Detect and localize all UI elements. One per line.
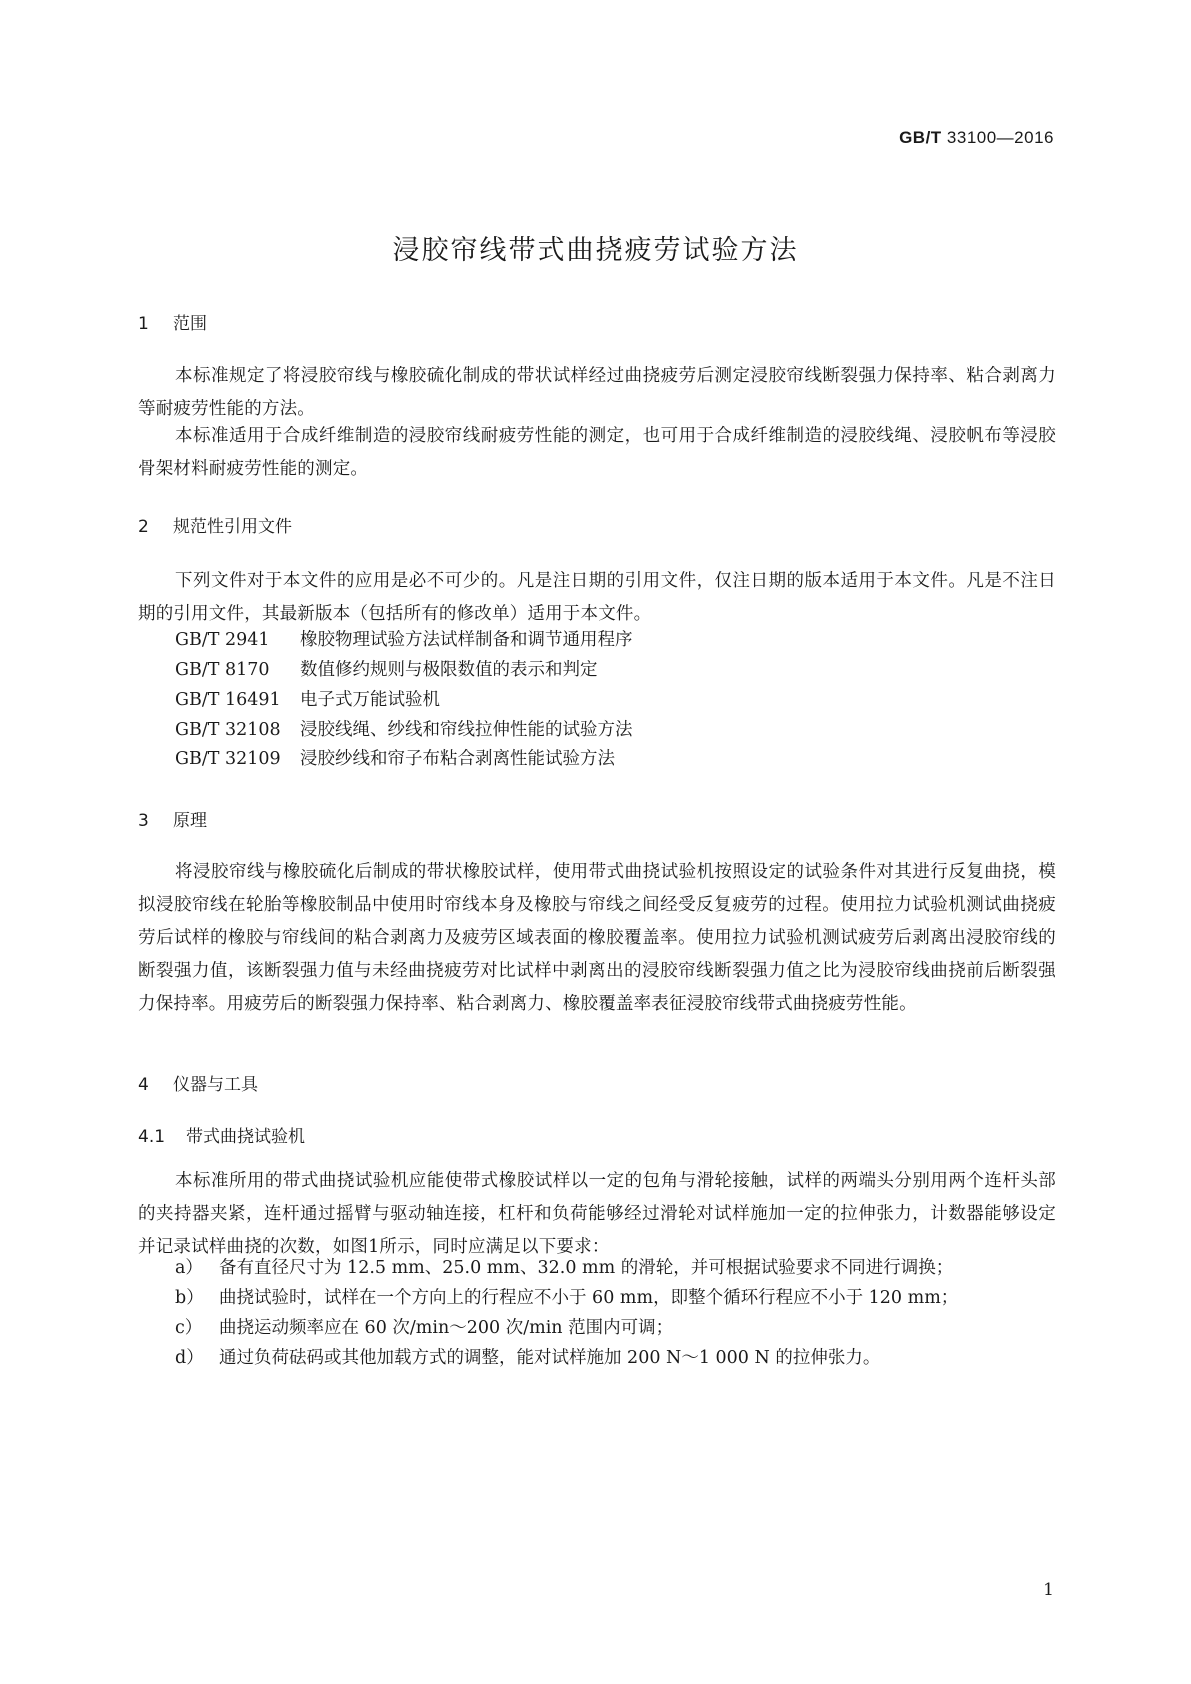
- reference-item: GB/T 2941 橡胶物理试验方法试样制备和调节通用程序: [175, 630, 633, 650]
- references-paragraph: 下列文件对于本文件的应用是必不可少的。凡是注日期的引用文件，仅注日期的版本适用于本文件。凡是不注日期的引用文件，其最新版本（包括所有的修改单）适用于本文件。: [138, 571, 1056, 624]
- apparatus-paragraph: 本标准所用的带式曲挠试验机应能使带式橡胶试样以一定的包角与滑轮接触，试样的两端头分别用两个连杆头部的夹持器夹紧，连杆通过摇臂与驱动轴连接，杠杆和负荷能够经过滑轮对试样施加一定的拉伸张力，计数器能够设定并记录试样曲挠的次数，如图1所示，同时应满足以下要求：: [138, 1171, 1056, 1257]
- subsection-heading-belt-flex-tester: 4.1 带式曲挠试验机: [138, 1127, 305, 1147]
- standard-prefix: GB/T: [899, 128, 942, 147]
- scope-paragraph-2: 本标准适用于合成纤维制造的浸胶帘线耐疲劳性能的测定，也可用于合成纤维制造的浸胶线绳、浸胶帆布等浸胶骨架材料耐疲劳性能的测定。: [138, 426, 1056, 479]
- requirement-item: c） 曲挠运动频率应在 60 次/min～200 次/min 范围内可调；: [175, 1318, 674, 1338]
- principle-paragraph: 将浸胶帘线与橡胶硫化后制成的带状橡胶试样，使用带式曲挠试验机按照设定的试验条件对其进行反复曲挠，模拟浸胶帘线在轮胎等橡胶制品中使用时帘线本身及橡胶与帘线之间经受反复疲劳的过程。使用拉力试验机测试曲挠疲劳后试样的橡胶与帘线间的粘合剥离力及疲劳区域表面的橡胶覆盖率。使用拉力试验机测试疲劳后剥离出浸胶帘线的断裂强力值，该断裂强力值与未经曲挠疲劳对比试样中剥离出的浸胶帘线断裂强力值之比为浸胶帘线曲挠前后断裂强力保持率。用疲劳后的断裂强力保持率、粘合剥离力、橡胶覆盖率表征浸胶帘线带式曲挠疲劳性能。: [138, 862, 1056, 1014]
- section-heading-principle: 3 原理: [138, 811, 207, 831]
- document-title: 浸胶帘线带式曲挠疲劳试验方法: [392, 235, 799, 266]
- requirement-item: d） 通过负荷砝码或其他加载方式的调整，能对试样施加 200 N～1 000 N 的拉伸张力。: [175, 1348, 881, 1368]
- section-heading-normative-references: 2 规范性引用文件: [138, 517, 292, 537]
- reference-item: GB/T 8170 数值修约规则与极限数值的表示和判定: [175, 660, 598, 680]
- reference-item: GB/T 16491 电子式万能试验机: [175, 690, 440, 710]
- section-heading-apparatus: 4 仪器与工具: [138, 1075, 258, 1095]
- reference-item: GB/T 32108 浸胶线绳、纱线和帘线拉伸性能的试验方法: [175, 720, 633, 740]
- section-heading-scope: 1 范围: [138, 314, 207, 334]
- requirement-item: b） 曲挠试验时，试样在一个方向上的行程应不小于 60 mm，即整个循环行程应不小于 120 mm；: [175, 1288, 959, 1308]
- scope-paragraph-1: 本标准规定了将浸胶帘线与橡胶硫化制成的带状试样经过曲挠疲劳后测定浸胶帘线断裂强力保持率、粘合剥离力等耐疲劳性能的方法。: [138, 366, 1056, 419]
- requirement-item: a） 备有直径尺寸为 12.5 mm、25.0 mm、32.0 mm 的滑轮，并可根据试验要求不同进行调换；: [175, 1258, 954, 1278]
- standard-number: [899, 128, 1054, 148]
- standard-code: 33100—2016: [946, 128, 1054, 147]
- reference-item: GB/T 32109 浸胶纱线和帘子布粘合剥离性能试验方法: [175, 749, 615, 769]
- page-number: 1: [1043, 1580, 1054, 1600]
